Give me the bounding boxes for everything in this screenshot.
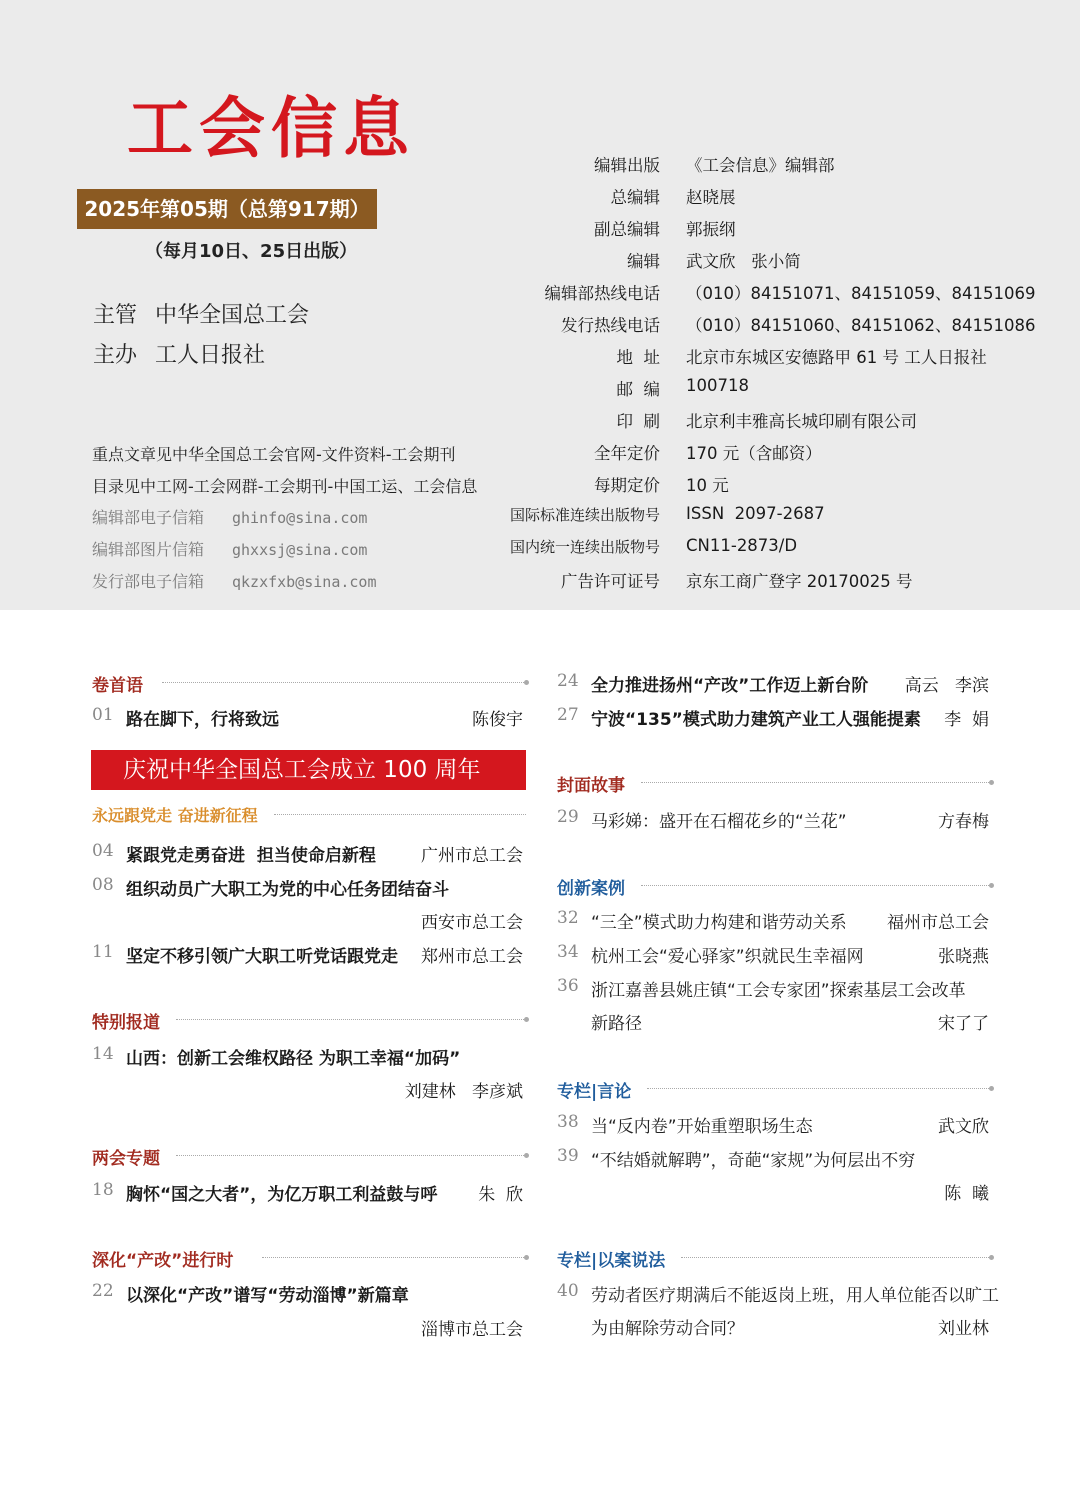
info-row bbox=[440, 376, 1060, 406]
info-label: 副总编辑 bbox=[594, 220, 660, 239]
sponsor-label: 主管 bbox=[93, 303, 138, 328]
page-number: 01 bbox=[92, 705, 114, 725]
article-author: 刘建林 李彦斌 bbox=[404, 1082, 523, 1102]
info-row bbox=[440, 344, 1060, 374]
page-number: 14 bbox=[92, 1044, 114, 1064]
info-row bbox=[440, 248, 1060, 278]
dotted-divider bbox=[647, 1088, 991, 1089]
page-number: 38 bbox=[557, 1112, 579, 1132]
article-title: 组织动员广大职工为党的中心任务团结奋斗 bbox=[126, 880, 449, 900]
page-number: 18 bbox=[92, 1180, 114, 1200]
section-heading: 深化“产改”进行时 bbox=[92, 1246, 526, 1268]
article-title: 当“反内卷”开始重塑职场生态 bbox=[591, 1117, 813, 1137]
info-row bbox=[440, 472, 1060, 502]
info-row bbox=[440, 312, 1060, 342]
info-value: 100718 bbox=[686, 376, 749, 395]
page-number: 27 bbox=[557, 705, 579, 725]
article-title: 宁波“135”模式助力建筑产业工人强能提素 bbox=[591, 710, 921, 730]
info-row bbox=[440, 152, 1060, 182]
publication-frequency: （每月10日、25日出版） bbox=[145, 241, 358, 262]
info-label: 每期定价 bbox=[594, 476, 660, 495]
page-number: 04 bbox=[92, 841, 114, 861]
section-heading: 专栏|以案说法 bbox=[557, 1246, 991, 1268]
email-row bbox=[92, 505, 367, 528]
article-title-continued: 新路径 bbox=[591, 1014, 642, 1034]
info-value: CN11-2873/D bbox=[686, 536, 798, 555]
info-value: 10 元 bbox=[686, 476, 729, 495]
email-row bbox=[92, 537, 367, 560]
info-row bbox=[440, 280, 1060, 310]
email-value[interactable]: ghxxsj@sina.com bbox=[232, 541, 368, 559]
page-number: 32 bbox=[557, 908, 579, 928]
page-number: 08 bbox=[92, 875, 114, 895]
article-author: 刘业林 bbox=[938, 1319, 989, 1339]
info-label: 发行热线电话 bbox=[561, 316, 660, 335]
dotted-divider bbox=[641, 782, 991, 783]
article-title: 山西：创新工会维权路径 为职工幸福“加码” bbox=[126, 1049, 461, 1069]
info-label: 国内统一连续出版物号 bbox=[509, 538, 660, 556]
article-title: 马彩娣：盛开在石榴花乡的“兰花” bbox=[591, 812, 847, 832]
article-title: 路在脚下，行将致远 bbox=[126, 710, 279, 730]
article-title: 坚定不移引领广大职工听党话跟党走 bbox=[126, 947, 398, 967]
article-title: “不结婚就解聘”，奇葩“家规”为何层出不穷 bbox=[591, 1151, 916, 1171]
dotted-divider bbox=[641, 885, 991, 886]
dotted-divider bbox=[681, 1257, 991, 1258]
info-row bbox=[440, 184, 1060, 214]
article-author: 福州市总工会 bbox=[887, 913, 989, 933]
article-title-continued: 为由解除劳动合同？ bbox=[591, 1319, 744, 1339]
page-number: 40 bbox=[557, 1281, 579, 1301]
info-value: 北京利丰雅高长城印刷有限公司 bbox=[686, 412, 917, 431]
section-heading: 两会专题 bbox=[92, 1144, 526, 1166]
issue-label: 2025年第05期（总第917期） bbox=[77, 189, 377, 229]
page-number: 29 bbox=[557, 807, 579, 827]
article-title: 紧跟党走勇奋进 担当使命启新程 bbox=[126, 846, 376, 866]
section-heading: 封面故事 bbox=[557, 771, 991, 793]
article-author: 宋了了 bbox=[938, 1014, 989, 1034]
article-author: 陈俊宇 bbox=[472, 710, 523, 730]
dotted-divider bbox=[176, 1019, 526, 1020]
sponsor-row bbox=[93, 298, 309, 329]
info-value: ISSN 2097-2687 bbox=[686, 504, 825, 523]
info-row bbox=[440, 504, 1060, 534]
article-title: 杭州工会“爱心驿家”织就民生幸福网 bbox=[591, 947, 864, 967]
info-label: 编辑出版 bbox=[594, 156, 660, 175]
section-heading: 特别报道 bbox=[92, 1008, 526, 1030]
email-value[interactable]: qkzxfxb@sina.com bbox=[232, 573, 377, 591]
info-value: （010）84151060、84151062、84151086 bbox=[686, 316, 1036, 335]
sponsor-value: 中华全国总工会 bbox=[155, 303, 310, 328]
info-label: 印 刷 bbox=[616, 412, 660, 431]
article-author: 高云 李滨 bbox=[904, 676, 989, 696]
page-number: 39 bbox=[557, 1146, 579, 1166]
info-row bbox=[440, 568, 1060, 598]
article-author: 张晓燕 bbox=[938, 947, 989, 967]
info-label: 邮 编 bbox=[616, 380, 660, 399]
info-row bbox=[440, 408, 1060, 438]
info-label: 国际标准连续出版物号 bbox=[509, 506, 660, 524]
email-label: 发行部电子信箱 bbox=[92, 572, 205, 591]
dotted-divider bbox=[162, 682, 526, 683]
info-value: 170 元（含邮资） bbox=[686, 444, 822, 463]
email-value[interactable]: ghinfo@sina.com bbox=[232, 509, 368, 527]
info-value: 武文欣 张小简 bbox=[686, 252, 801, 271]
email-label: 编辑部电子信箱 bbox=[92, 508, 205, 527]
subsection-heading: 永远跟党走 奋进新征程 bbox=[92, 803, 526, 825]
page-number: 36 bbox=[557, 976, 579, 996]
info-row bbox=[440, 216, 1060, 246]
page-number: 22 bbox=[92, 1281, 114, 1301]
info-label: 总编辑 bbox=[610, 188, 660, 207]
article-title: “三全”模式助力构建和谐劳动关系 bbox=[591, 913, 847, 933]
article-author: 郑州市总工会 bbox=[421, 947, 523, 967]
anniversary-banner: 庆祝中华全国总工会成立 100 周年 bbox=[91, 750, 526, 790]
section-heading: 创新案例 bbox=[557, 874, 991, 896]
article-title: 劳动者医疗期满后不能返岗上班，用人单位能否以旷工 bbox=[591, 1286, 999, 1306]
page-number: 11 bbox=[92, 942, 114, 962]
directory-note: 目录见中工网-工会网群-工会期刊-中国工运、工会信息 bbox=[92, 477, 478, 496]
organizer-label: 主办 bbox=[93, 343, 138, 368]
info-label: 地 址 bbox=[616, 348, 660, 367]
article-title: 胸怀“国之大者”，为亿万职工利益鼓与呼 bbox=[126, 1185, 438, 1205]
organizer-row bbox=[93, 338, 265, 369]
article-author: 朱 欣 bbox=[478, 1185, 523, 1205]
page-number: 24 bbox=[557, 671, 579, 691]
page-number: 34 bbox=[557, 942, 579, 962]
info-label: 编辑 bbox=[627, 252, 660, 271]
article-author: 武文欣 bbox=[938, 1117, 989, 1137]
article-author: 西安市总工会 bbox=[421, 913, 523, 933]
section-heading: 卷首语 bbox=[92, 671, 526, 693]
info-label: 广告许可证号 bbox=[561, 572, 660, 591]
info-value: 赵晓展 bbox=[686, 188, 736, 207]
info-label: 全年定价 bbox=[594, 444, 660, 463]
organizer-value: 工人日报社 bbox=[155, 343, 266, 368]
dotted-divider bbox=[176, 1155, 526, 1156]
article-author: 陈 曦 bbox=[944, 1184, 989, 1204]
info-value: 京东工商广登字 20170025 号 bbox=[686, 572, 913, 591]
dotted-divider bbox=[274, 814, 526, 815]
magazine-title: 工会信息 bbox=[127, 90, 415, 167]
article-author: 淄博市总工会 bbox=[421, 1320, 523, 1340]
info-label: 编辑部热线电话 bbox=[544, 284, 660, 303]
info-row bbox=[440, 536, 1060, 566]
email-row bbox=[92, 569, 377, 592]
article-title: 全力推进扬州“产改”工作迈上新台阶 bbox=[591, 676, 869, 696]
article-author: 广州市总工会 bbox=[421, 846, 523, 866]
article-title: 以深化“产改”谱写“劳动淄博”新篇章 bbox=[126, 1286, 409, 1306]
info-value: （010）84151071、84151059、84151069 bbox=[686, 284, 1036, 303]
email-label: 编辑部图片信箱 bbox=[92, 540, 205, 559]
masthead bbox=[0, 0, 1080, 610]
section-heading: 专栏|言论 bbox=[557, 1077, 991, 1099]
article-title: 浙江嘉善县姚庄镇“工会专家团”探索基层工会改革 bbox=[591, 981, 966, 1001]
dotted-divider bbox=[262, 1257, 526, 1258]
info-value: 北京市东城区安德路甲 61 号 工人日报社 bbox=[686, 348, 987, 367]
website-note: 重点文章见中华全国总工会官网-文件资料-工会期刊 bbox=[92, 445, 456, 464]
info-value: 《工会信息》编辑部 bbox=[686, 156, 835, 175]
info-row bbox=[440, 440, 1060, 470]
article-author: 李 娟 bbox=[944, 710, 989, 730]
article-author: 方春梅 bbox=[938, 812, 989, 832]
info-value: 郭振纲 bbox=[686, 220, 736, 239]
